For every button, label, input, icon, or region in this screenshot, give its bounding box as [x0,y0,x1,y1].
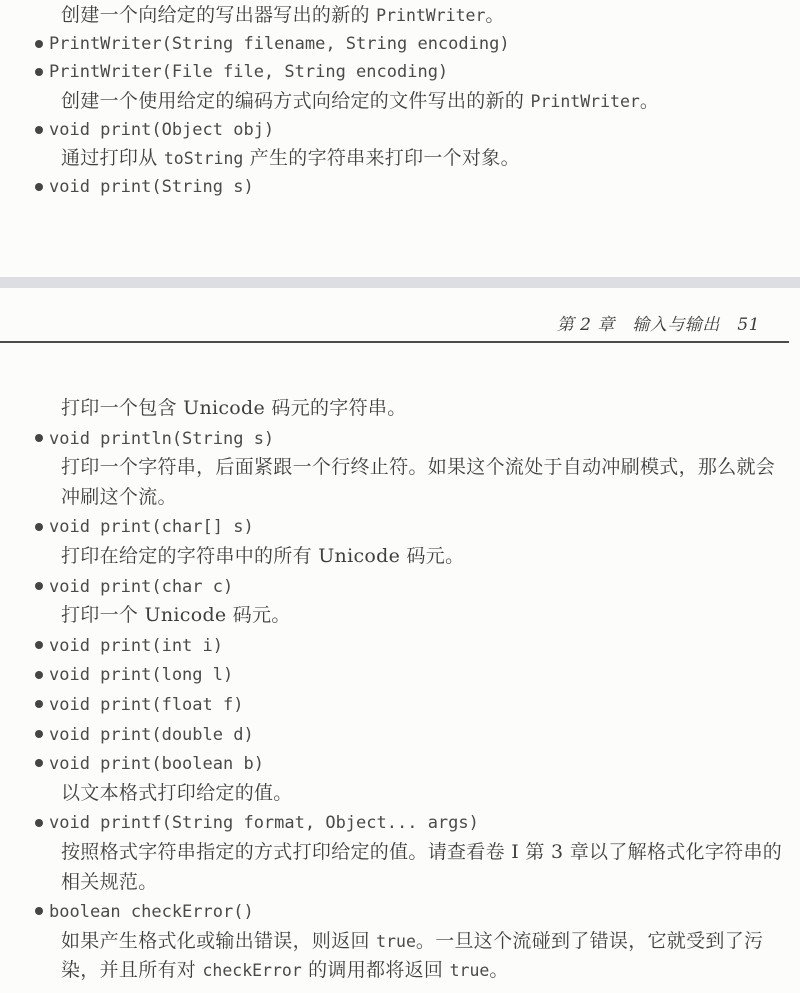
body-text: 染，并且所有对 [61,959,203,982]
body-text: 创建一个向给定的写出器写出的新的 [61,4,377,26]
page-scan-divider [0,277,800,288]
bullet-icon [35,671,43,679]
description-line [0,1,800,30]
description-line [0,483,800,513]
description-line [0,779,800,809]
header-rule [0,341,789,343]
api-signature-line [0,631,800,661]
code-text: void print(char c) [49,576,234,597]
code-text: void printf(String format, Object... args) [49,813,479,834]
description-line [0,956,800,986]
bullet-icon [35,759,43,767]
api-list-bottom [0,394,800,986]
bullet-icon [35,582,43,590]
code-text: boolean checkError() [49,902,254,923]
body-text: 产生的字符串来打印一个对象。 [243,147,520,170]
code-text: void print(float f) [49,694,244,715]
code-text: void print(int i) [49,635,223,656]
body-text: 。一旦这个流碰到了错误，它就受到了污 [415,929,764,952]
description-line [0,868,800,898]
body-text: 打印一个包含 Unicode 码元的字符串。 [61,397,407,419]
scanned-page-bottom [0,288,800,993]
code-text: PrintWriter [530,92,640,112]
code-text: true [376,931,416,951]
body-text: 的调用都将返回 [301,959,450,982]
code-text: true [449,961,490,981]
code-text: void print(boolean b) [49,754,264,775]
code-text: void println(String s) [49,428,275,449]
body-text: 打印一个 Unicode 码元。 [61,604,291,627]
api-signature-line [0,512,800,542]
api-signature-line [0,173,800,202]
description-line [0,838,800,868]
body-text: 冲刷这个流。 [61,485,177,508]
description-line [0,144,800,173]
description-line [0,394,800,424]
body-text: 创建一个使用给定的编码方式向给定的文件写出的新的 [61,90,531,113]
body-text: 按照格式字符串指定的方式打印给定的值。请查看卷 I 第 3 章以了解格式化字符串的 [61,840,783,863]
body-text: 。 [639,90,660,113]
bullet-icon [35,126,43,134]
code-text: void print(Object obj) [49,119,275,140]
body-text: 。 [485,4,505,26]
bullet-icon [35,641,43,649]
api-signature-line [0,660,800,690]
description-line [0,601,800,631]
code-text: PrintWriter [376,6,486,25]
body-text: 如果产生格式化或输出错误，则返回 [61,929,377,952]
bullet-icon [35,40,43,48]
code-text: void print(char[] s) [49,517,254,538]
api-list-top [0,1,800,202]
api-signature-line [0,116,800,145]
description-line [0,927,800,957]
code-text: void print(long l) [49,665,234,686]
api-signature-line [0,690,800,720]
code-text: void print(String s) [49,177,254,198]
api-signature-line [0,30,800,59]
bullet-icon [35,68,43,76]
code-text: void print(double d) [49,724,254,745]
description-line [0,542,800,572]
bullet-icon [35,183,43,191]
code-text: PrintWriter(File file, String encoding) [49,62,449,83]
api-signature-line [0,424,800,454]
scanned-page-top [0,0,800,277]
description-line [0,87,800,116]
body-text: 打印一个字符串，后面紧跟一个行终止符。如果这个流处于自动冲刷模式，那么就会 [61,456,776,479]
bullet-icon [35,523,43,531]
api-signature-line [0,58,800,87]
bullet-icon [35,907,43,915]
code-text: PrintWriter(String filename, String encoding) [49,33,510,54]
body-text: 相关规范。 [61,870,158,893]
body-text: 。 [489,959,509,982]
bullet-icon [35,700,43,708]
body-text: 通过打印从 [61,147,164,170]
body-text: 以文本格式打印给定的值。 [61,781,293,804]
running-header: 第 2 章 输入与输出 51 [556,315,760,335]
api-signature-line [0,808,800,838]
api-signature-line [0,572,800,602]
code-text: checkError [202,961,302,981]
bullet-icon [35,434,43,442]
api-signature-line [0,897,800,927]
code-text: toString [163,149,244,169]
api-signature-line [0,720,800,750]
bullet-icon [35,730,43,738]
description-line [0,453,800,483]
api-signature-line [0,749,800,779]
body-text: 打印在给定的字符串中的所有 Unicode 码元。 [61,544,465,567]
bullet-icon [35,819,43,827]
